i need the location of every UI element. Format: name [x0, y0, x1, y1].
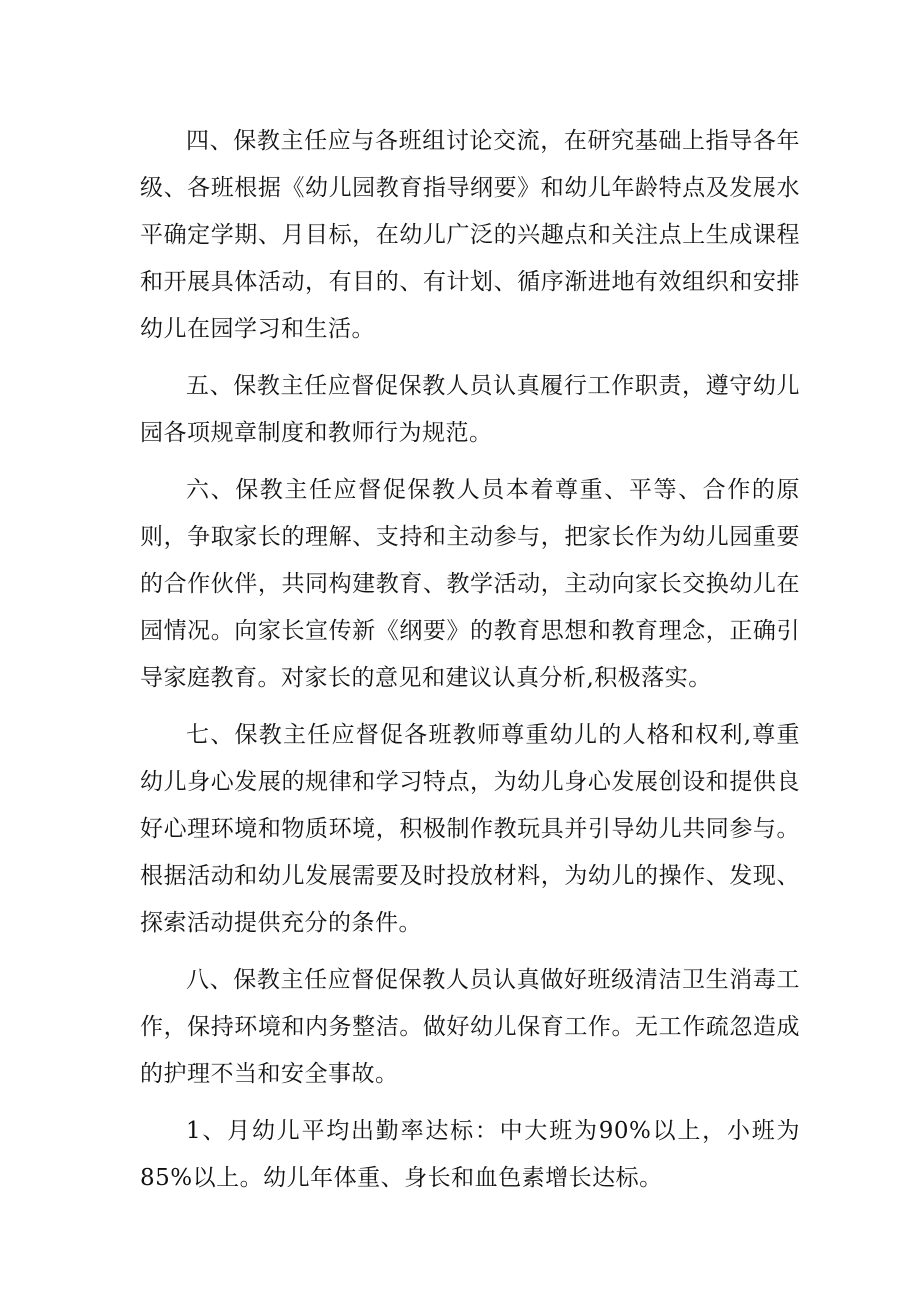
paragraph-4: 四、保教主任应与各班组讨论交流，在研究基础上指导各年级、各班根据《幼儿园教育指导纲要》和幼儿年龄特点及发展水平确定学期、月目标，在幼儿广泛的兴趣点和关注点上生成课程和开展具体活动，有目的、有计划、循序渐进地有效组织和安排幼儿在园学习和生活。 — [140, 128, 800, 342]
paragraph-7: 七、保教主任应督促各班教师尊重幼儿的人格和权利,尊重幼儿身心发展的规律和学习特点，为幼儿身心发展创设和提供良好心理环境和物质环境，积极制作教玩具并引导幼儿共同参与。根据活动和幼儿发展需要及时投放材料，为幼儿的操作、发现、探索活动提供充分的条件。 — [140, 722, 800, 936]
paragraph-8: 八、保教主任应督促保教人员认真做好班级清洁卫生消毒工作，保持环境和内务整洁。做好幼儿保育工作。无工作疏忽造成的护理不当和安全事故。 — [140, 967, 800, 1087]
paragraph-item-1: 1、月幼儿平均出勤率达标：中大班为90%以上，小班为85%以上。幼儿年体重、身长和血色素增长达标。 — [140, 1118, 800, 1191]
paragraph-6: 六、保教主任应督促保教人员本着尊重、平等、合作的原则，争取家长的理解、支持和主动参与，把家长作为幼儿园重要的合作伙伴，共同构建教育、教学活动，主动向家长交换幼儿在园情况。向家长宣传新《纲要》的教育思想和教育理念，正确引导家庭教育。对家长的意见和建议认真分析,积极落实。 — [140, 477, 800, 691]
document-body — [140, 118, 800, 1212]
paragraph-5: 五、保教主任应督促保教人员认真履行工作职责，遵守幼儿园各项规章制度和教师行为规范。 — [140, 373, 800, 446]
